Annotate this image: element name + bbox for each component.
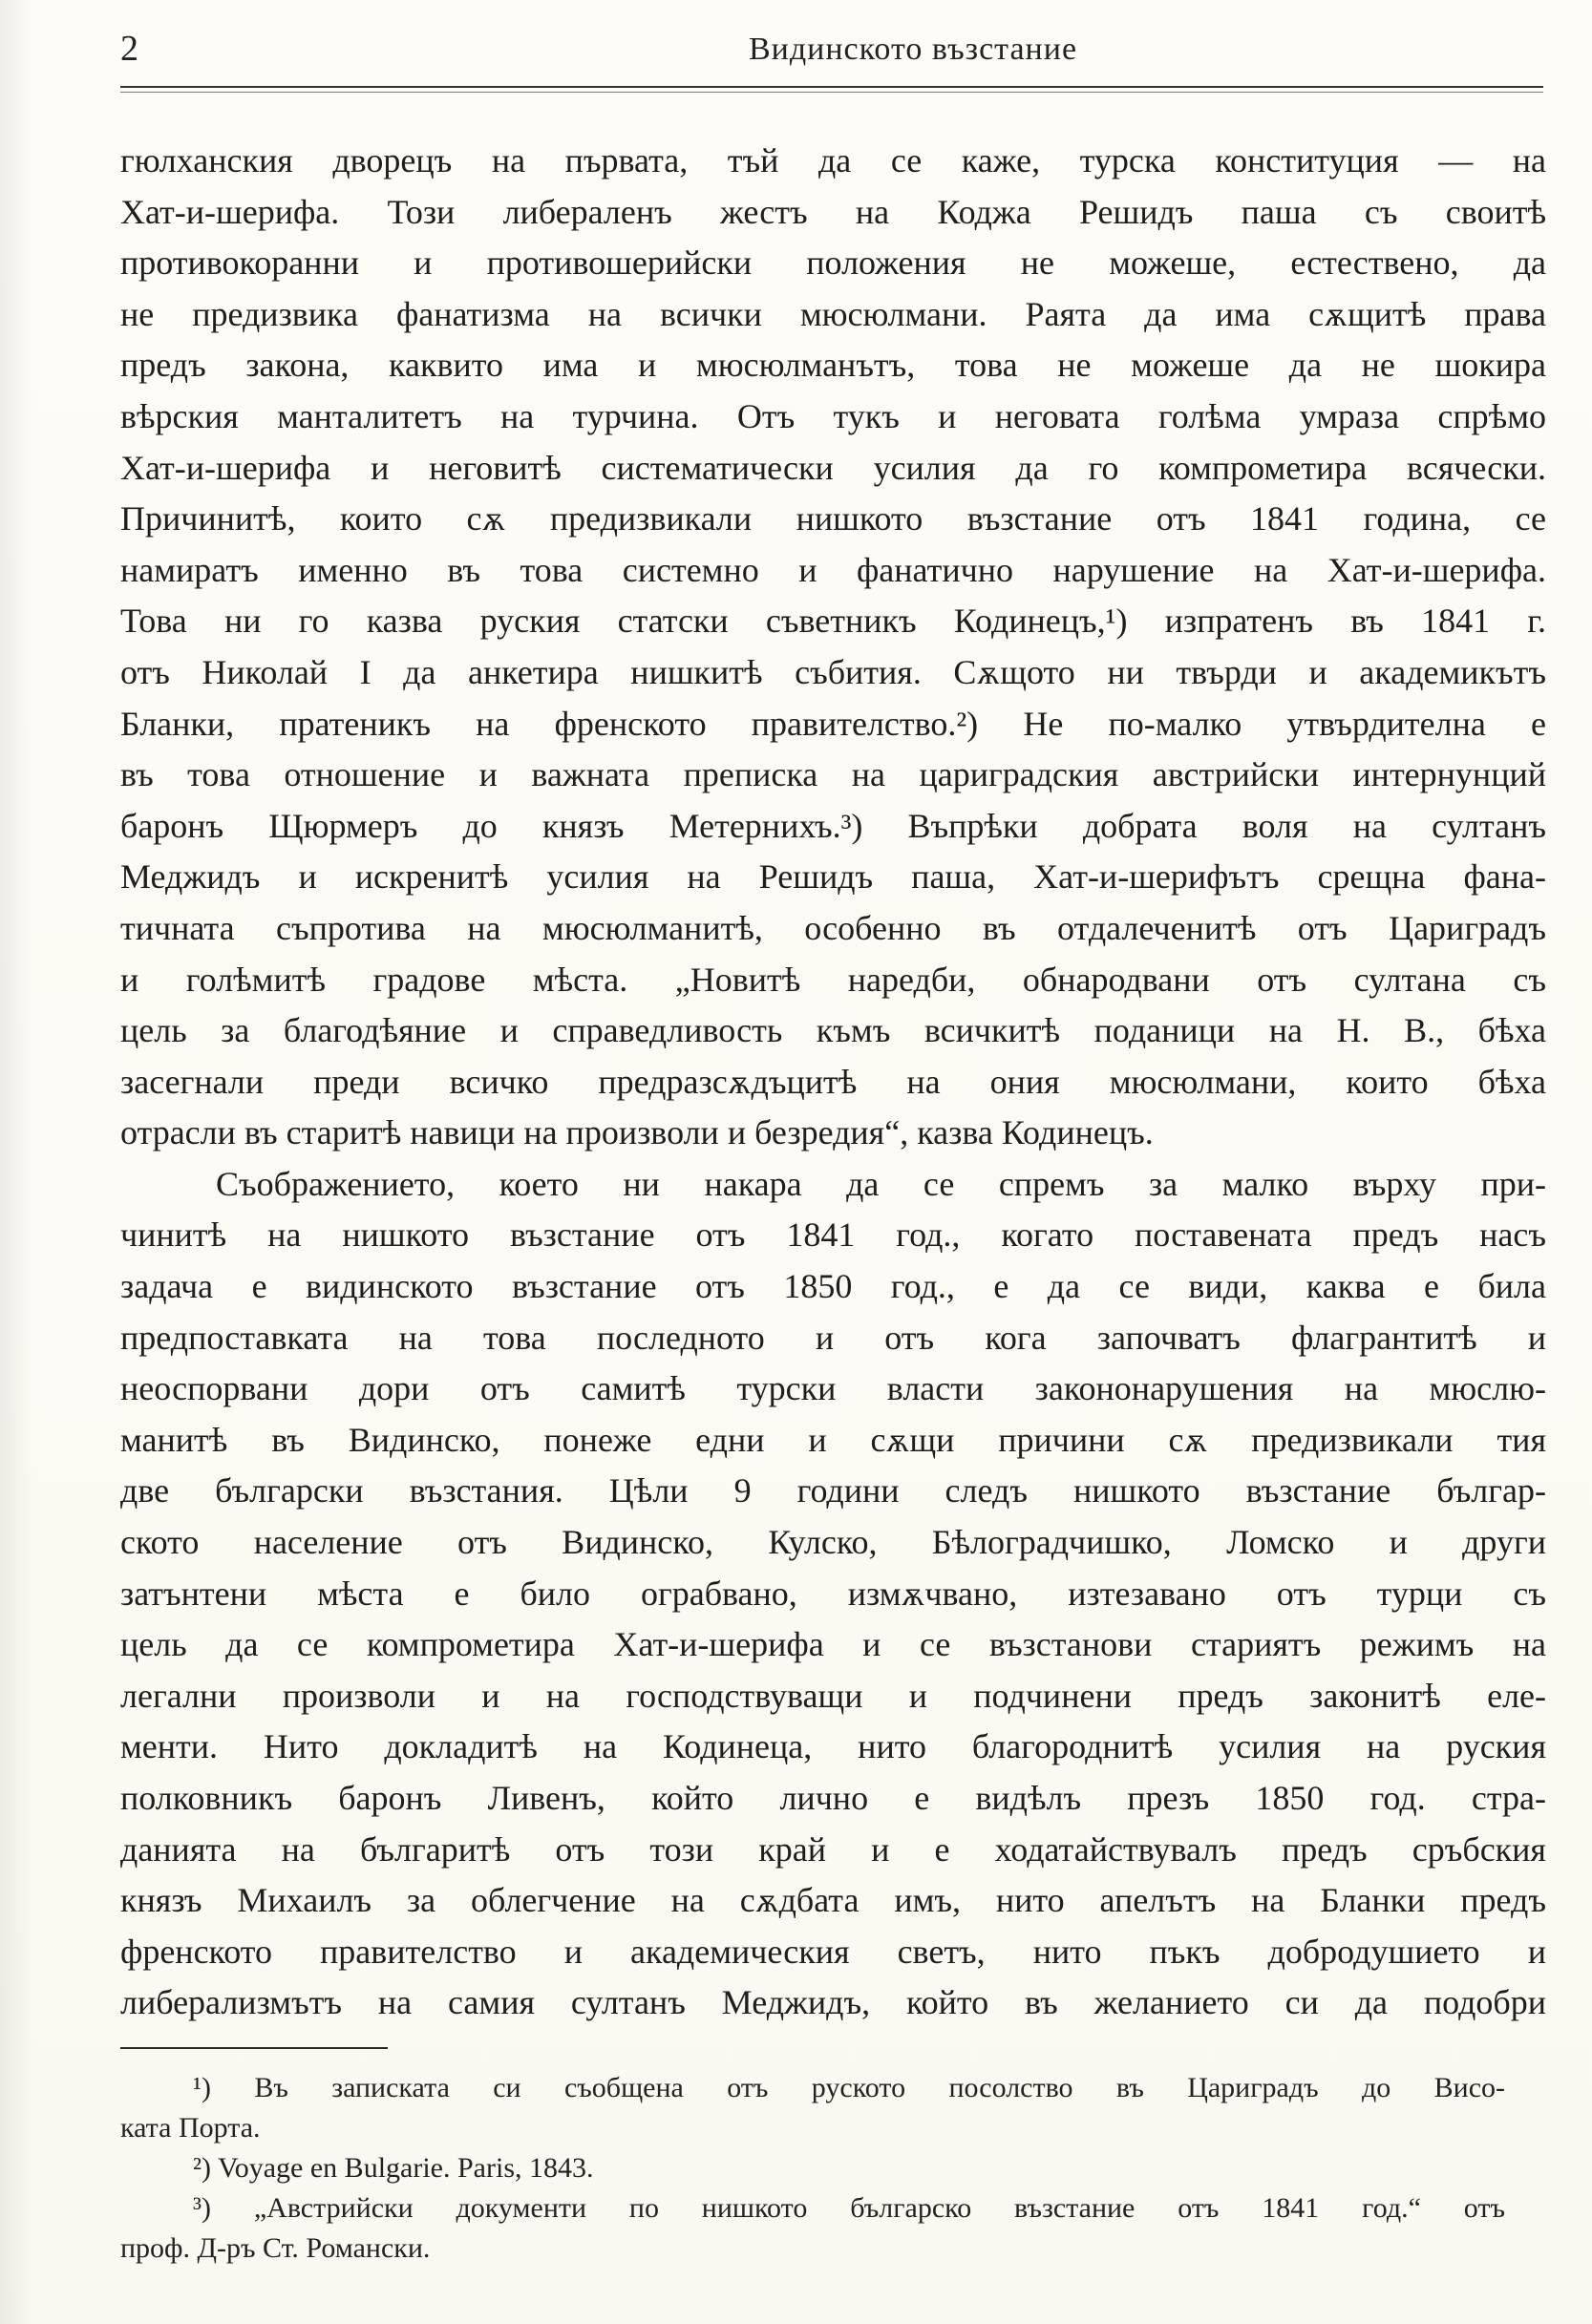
text-line: цель да се компрометира Хат-и-шерифа и се възстанови стариятъ режимъ на [120, 1625, 1546, 1664]
text-line: менти. Нито докладитѣ на Кодинеца, нито благороднитѣ усилия на руския [120, 1727, 1546, 1766]
text-line: въ това отношение и важната преписка на цариградския австрийски интернунций [120, 755, 1546, 794]
text-line: Хат-и-шерифа и неговитѣ систематически усилия да го компрометира всячески. [120, 448, 1546, 487]
text-line: гюлханския дворецъ на първата, тъй да се каже, турска конституция — на [120, 141, 1546, 180]
text-line: тичната съпротива на мюсюлманитѣ, особенно въ отдалеченитѣ отъ Цариградъ [120, 908, 1546, 947]
text-line: предъ закона, каквито има и мюсюлманътъ, това не можеше да не шокира [120, 346, 1546, 385]
text-line: не предизвика фанатизма на всички мюсюлмани. Раята да има сѫщитѣ права [120, 294, 1546, 333]
text-line: ското население отъ Видинско, Кулско, Бѣлоградчишко, Ломско и други [120, 1523, 1546, 1562]
text-line: чинитѣ на нишкото възстание отъ 1841 год., когато поставената предъ насъ [120, 1215, 1546, 1255]
text-line: Това ни го казва руския статски съветникъ Кодинецъ,¹) изпратенъ въ 1841 г. [120, 602, 1546, 641]
footnote-1-continuation: ката Порта. [120, 2112, 261, 2144]
text-line: две български възстания. Цѣли 9 години следъ нишкото възстание българ- [120, 1471, 1546, 1511]
text-line: либерализмътъ на самия султанъ Меджидъ, който въ желанието си да подобри [120, 1983, 1546, 2022]
text-line: неоспорвани дори отъ самитѣ турски власти закононарушения на мюслю- [120, 1369, 1546, 1408]
text-line: вѣрския манталитетъ на турчина. Отъ тукъ и неговата голѣма умраза спрѣмо [120, 396, 1546, 435]
text-line: Бланки, пратеникъ на френското правителство.²) Не по-малко утвърдителна е [120, 704, 1546, 743]
text-line: цель за благодѣяние и справедливость къмъ всичкитѣ поданици на Н. В., бѣха [120, 1011, 1546, 1050]
text-line: засегнали преди всичко предразсѫдъцитѣ на ония мюсюлмани, които бѣха [120, 1062, 1546, 1101]
text-line: и голѣмитѣ градове мѣста. „Новитѣ наредби, обнародвани отъ султана съ [120, 960, 1546, 999]
footnote-3-continuation: проф. Д-ръ Ст. Романски. [120, 2232, 431, 2264]
text-line: Хат-и-шерифа. Този либераленъ жестъ на Коджа Решидъ паша съ своитѣ [120, 192, 1546, 231]
text-line: затънтени мѣста е било ограбвано, измѫчвано, изтезавано отъ турци съ [120, 1574, 1546, 1613]
text-line: данията на българитѣ отъ този край и е ходатайствувалъ предъ сръбския [120, 1829, 1546, 1869]
text-line: намиратъ именно въ това системно и фанатично нарушение на Хат-и-шерифа. [120, 550, 1546, 589]
running-title: Видинското възстание [748, 32, 1078, 67]
footnote-1-line: ¹) Въ записката си съобщена отъ руското посолство въ Цариградъ до Висо- [193, 2072, 1505, 2103]
text-line: противокоранни и противошерийски положения не можеше, естествено, да [120, 243, 1546, 283]
text-line: Причинитѣ, които сѫ предизвикали нишкото възстание отъ 1841 година, се [120, 499, 1546, 539]
page-header [120, 23, 1543, 99]
footnotes [120, 2068, 1505, 2269]
main-text [120, 136, 1546, 2029]
text-line: князъ Михаилъ за облегчение на сѫдбата имъ, нито апелътъ на Бланки предъ [120, 1881, 1546, 1920]
paragraph-start-line: Съображението, което ни накара да се спремъ за малко върху при- [216, 1164, 1546, 1203]
text-line: задача е видинското възстание отъ 1850 год., е да се види, каква е била [120, 1267, 1546, 1306]
footnote-2-line: ²) Voyage en Bulgarie. Paris, 1843. [193, 2152, 594, 2184]
header-rule [120, 86, 1543, 88]
header-rule-secondary [120, 92, 1543, 93]
text-line: легални произволи и на господствуващи и подчинени предъ законитѣ еле- [120, 1676, 1546, 1715]
text-line: манитѣ въ Видинско, понеже едни и сѫщи причини сѫ предизвикали тия [120, 1420, 1546, 1459]
paragraph-end-line: отрасли въ старитѣ навици на произволи и безредия“, казва Кодинецъ. [120, 1113, 1154, 1152]
page-gutter-shadow [0, 0, 32, 2324]
text-line: предпоставката на това последното и отъ кога започватъ флагрантитѣ и [120, 1318, 1546, 1357]
text-line: отъ Николай I да анкетира нишкитѣ събития. Сѫщото ни твърди и академикътъ [120, 652, 1546, 691]
text-line: френското правителство и академическия светъ, нито пъкъ добродушието и [120, 1932, 1546, 1971]
text-line: баронъ Щюрмеръ до князъ Метернихъ.³) Въпрѣки добрата воля на султанъ [120, 806, 1546, 845]
footnote-divider [120, 2047, 388, 2049]
page-number: 2 [120, 29, 138, 69]
footnote-3-line: ³) „Австрийски документи по нишкото българско възстание отъ 1841 год.“ отъ [193, 2192, 1505, 2224]
text-line: Меджидъ и искренитѣ усилия на Решидъ паша, Хат-и-шерифътъ срещна фана- [120, 857, 1546, 897]
text-line: полковникъ баронъ Ливенъ, който лично е видѣлъ презъ 1850 год. стра- [120, 1779, 1546, 1817]
